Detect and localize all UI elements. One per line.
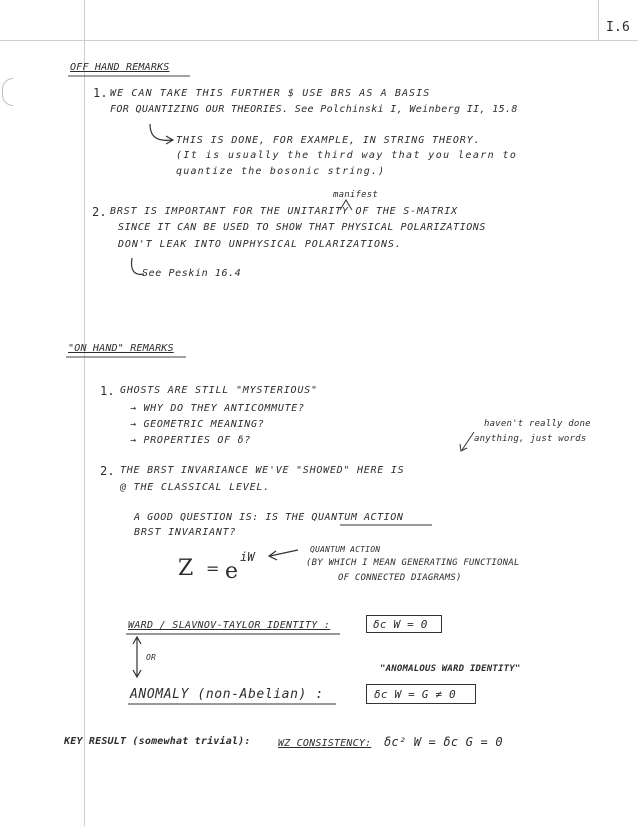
key-result-equation: δc² W = δc G = 0 bbox=[384, 735, 503, 749]
anomalous-ward-label: "ANOMALOUS WARD IDENTITY" bbox=[380, 664, 521, 674]
or-arrow-up bbox=[133, 637, 141, 644]
off-item1-sub3: quantize the bosonic string.) bbox=[176, 166, 386, 177]
on-item1-aside2: anything, just words bbox=[474, 434, 587, 444]
formula-base: e bbox=[225, 559, 239, 584]
off-hand-heading: OFF HAND REMARKS bbox=[70, 62, 170, 73]
or-label: OR bbox=[146, 653, 157, 662]
on-item1-sub2: → GEOMETRIC MEANING? bbox=[130, 419, 265, 430]
formula-equals: = bbox=[206, 559, 220, 578]
anomaly-label: ANOMALY (non-Abelian) : bbox=[130, 687, 324, 702]
off-item2-line1: BRST IS IMPORTANT FOR THE UNITARITY OF THE S-MATRIX bbox=[110, 206, 458, 217]
wz-consistency-label: WZ CONSISTENCY: bbox=[278, 738, 372, 749]
on-item2-line1: THE BRST INVARIANCE WE'VE "SHOWED" HERE IS bbox=[120, 465, 405, 476]
aside-arrow bbox=[462, 432, 474, 450]
formula-note1: QUANTUM ACTION bbox=[310, 545, 381, 554]
formula-arrow bbox=[270, 550, 298, 556]
on-item1-aside1: haven't really done bbox=[484, 419, 591, 429]
ward-equation: δc W = 0 bbox=[373, 618, 428, 631]
off-item2-line2: SINCE IT CAN BE USED TO SHOW THAT PHYSICAL POLARIZATIONS bbox=[118, 222, 486, 233]
on-item2-number: 2. bbox=[100, 464, 115, 478]
on-item1-sub3: → PROPERTIES OF δ? bbox=[130, 435, 251, 446]
formula-lhs: Z bbox=[178, 556, 194, 581]
off-item1-arrowhead bbox=[166, 136, 173, 144]
off-item1-line1: WE CAN TAKE THIS FURTHER $ USE BRS AS A BASIS bbox=[110, 88, 431, 99]
formula-note3: OF CONNECTED DIAGRAMS) bbox=[338, 573, 462, 583]
binder-hole-mark bbox=[2, 78, 13, 106]
off-item1-sub2: (It is usually the third way that you learn to bbox=[176, 150, 518, 161]
on-item2-line2: @ THE CLASSICAL LEVEL. bbox=[120, 482, 271, 493]
anomaly-equation: δc W = G ≠ 0 bbox=[374, 688, 456, 701]
on-item1-line1: GHOSTS ARE STILL "MYSTERIOUS" bbox=[120, 385, 318, 396]
on-item2-q1: A GOOD QUESTION IS: IS THE QUANTUM ACTION bbox=[134, 512, 404, 523]
off-item2-number: 2. bbox=[92, 205, 107, 219]
right-margin-line bbox=[598, 0, 599, 40]
on-item2-q2: BRST INVARIANT? bbox=[134, 527, 237, 538]
left-margin-line bbox=[84, 0, 85, 826]
formula-note2: (BY WHICH I MEAN GENERATING FUNCTIONAL bbox=[306, 558, 520, 568]
on-item1-sub1: → WHY DO THEY ANTICOMMUTE? bbox=[130, 403, 305, 414]
off-item2-line3: DON'T LEAK INTO UNPHYSICAL POLARIZATIONS. bbox=[118, 239, 402, 250]
off-item1-line2: FOR QUANTIZING OUR THEORIES. See Polchinski I, Weinberg II, 15.8 bbox=[110, 104, 518, 115]
or-arrow-down bbox=[133, 670, 141, 677]
off-item1-sub1: THIS IS DONE, FOR EXAMPLE, IN STRING THEORY. bbox=[176, 135, 481, 146]
off-item2-ref: See Peskin 16.4 bbox=[142, 268, 242, 279]
on-hand-heading: "ON HAND" REMARKS bbox=[68, 343, 174, 354]
on-item1-number: 1. bbox=[100, 384, 115, 398]
aside-arrowhead bbox=[460, 444, 467, 451]
top-margin-line bbox=[0, 40, 638, 41]
formula-arrowhead bbox=[269, 551, 277, 560]
off-item2-insert: manifest bbox=[333, 190, 378, 200]
key-result-label: KEY RESULT (somewhat trivial): bbox=[64, 736, 251, 747]
off-item1-arrow bbox=[150, 124, 172, 140]
ward-label: WARD / SLAVNOV-TAYLOR IDENTITY : bbox=[128, 620, 331, 631]
page-number: I.6 bbox=[606, 20, 631, 35]
off-item1-number: 1. bbox=[93, 86, 108, 100]
formula-exponent: iW bbox=[240, 550, 255, 564]
